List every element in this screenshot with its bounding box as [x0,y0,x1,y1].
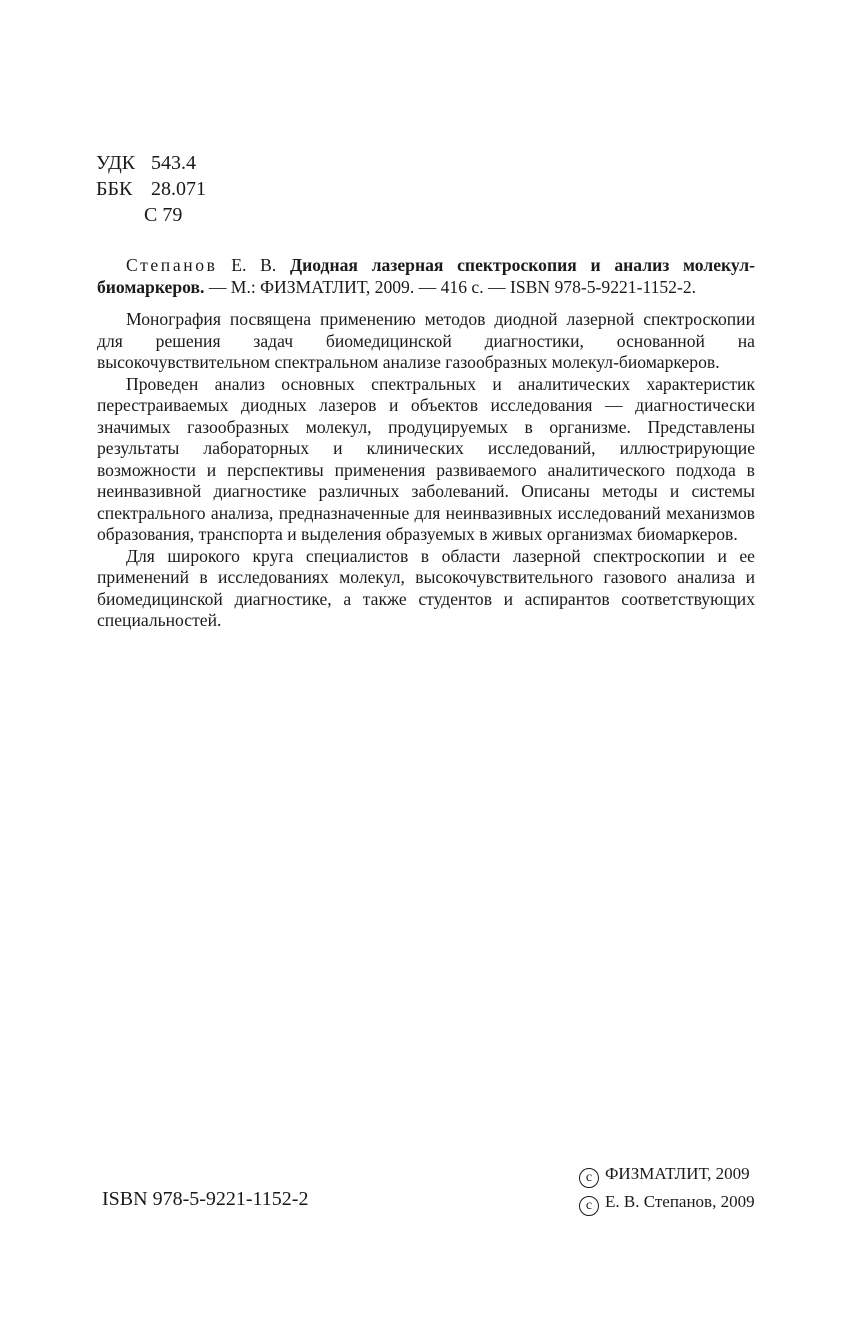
citation-initials: Е. В. [231,255,277,275]
annotation-paragraph-3: Для широкого круга специалистов в области лазерной спектроскопии и ее применений в исследованиях молекул, высокочувствительного газового анализа и биомедицинской диагностике, а также студентов и аспирантов соответствующих специальностей. [97,545,755,630]
author-mark: С 79 [144,204,183,226]
citation-title: Диодная лазерная спектроскопия и анализ молекул-биомаркеров. [97,255,755,297]
copyright-icon: c [579,1168,599,1188]
isbn: ISBN 978-5-9221-1152-2 [102,1188,309,1210]
citation-imprint: — М.: ФИЗМАТЛИТ, 2009. — 416 с. — ISBN 978-5-9221-1152-2. [208,276,697,297]
bibliographic-citation [97,255,755,298]
annotation-paragraph-2: Проведен анализ основных спектральных и аналитических характеристик перестраиваемых диодных лазеров и объектов исследования — диагностически значимых газообразных молекул, продуцируемых в организме. Представлены результаты лабораторных и клинических исследований, иллюстрирующие возможности и перспективы применения развиваемого аналитического подхода в неинвазивной диагностике различных заболеваний. Описаны методы и системы спектрального анализа, предназначенные для неинвазивных исследований механизмов образования, транспорта и выделения образуемых в живых организмах биомаркеров. [97,373,755,544]
copyright-author-line [579,1188,755,1216]
citation-author: Степанов [126,255,218,275]
annotation [97,309,755,632]
bbk-line [96,176,206,202]
annotation-paragraph-1: Монография посвящена применению методов диодной лазерной спектроскопии для решения задач биомедицинской диагностики, основанной на высокочувствительном спектральном анализе газообразных молекул-биомаркеров. [97,309,755,372]
udk-label: УДК [96,152,136,174]
copyright-publisher: ФИЗМАТЛИТ, 2009 [605,1164,750,1183]
bbk-label: ББК [96,178,133,200]
copyright-block [579,1160,755,1216]
classification-codes [96,150,206,228]
udk-line [96,150,206,176]
bbk-value: 28.071 [151,178,206,200]
copyright-icon: c [579,1196,599,1216]
copyright-publisher-line [579,1160,755,1188]
copyright-author: Е. В. Степанов, 2009 [605,1192,755,1211]
udk-value: 543.4 [151,152,196,174]
